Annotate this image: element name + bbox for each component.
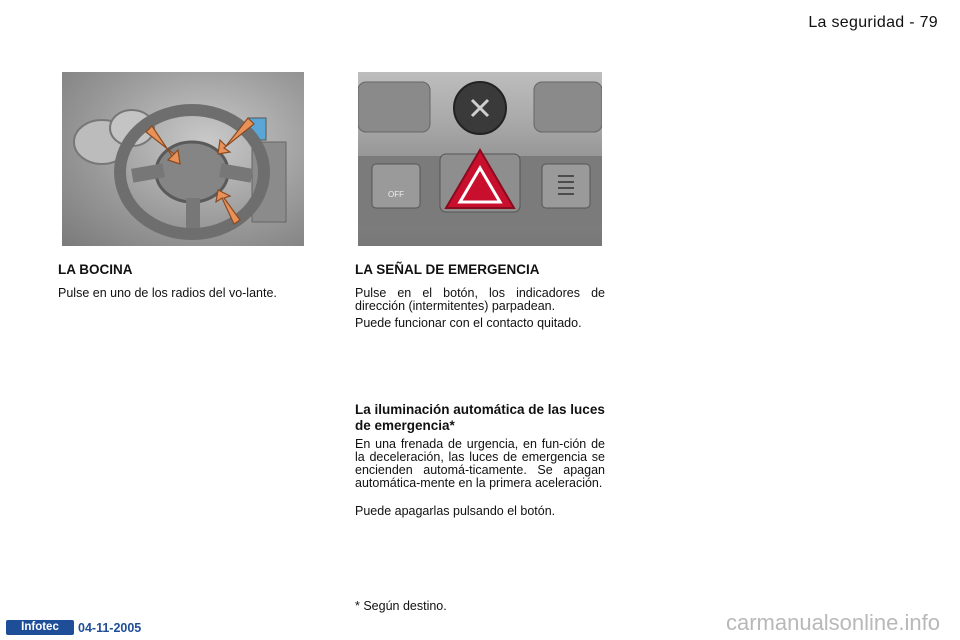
auto-hazard-title: La iluminación automática de las luces de emergencia* <box>355 402 605 433</box>
infotec-logo: Infotec <box>6 620 74 635</box>
page-header: La seguridad - 79 <box>808 14 938 31</box>
hazard-paragraph-2: Puede funcionar con el contacto quitado. <box>355 316 582 330</box>
watermark: carmanualsonline.info <box>725 610 940 635</box>
off-label: OFF <box>388 190 404 199</box>
hazard-paragraph-1: Pulse en el botón, los indicadores de dirección (intermitentes) parpadean. <box>355 286 605 313</box>
footnote: * Según destino. <box>355 599 447 613</box>
auto-hazard-paragraph-2: Puede apagarlas pulsando el botón. <box>355 504 556 518</box>
hazard-title: LA SEÑAL DE EMERGENCIA <box>355 262 540 277</box>
horn-title: LA BOCINA <box>58 262 133 277</box>
auto-hazard-paragraph-1: En una frenada de urgencia, en fun-ción de la deceleración, las luces de emergencia se encienden automá-ticamente. Se apagan automática-mente en la primera aceleración. <box>355 437 605 490</box>
horn-text: Pulse en uno de los radios del vo-lante. <box>58 286 277 300</box>
hazard-switch-photo <box>358 72 602 246</box>
steering-wheel-photo <box>62 72 304 246</box>
footer-date: 04-11-2005 <box>78 621 142 635</box>
